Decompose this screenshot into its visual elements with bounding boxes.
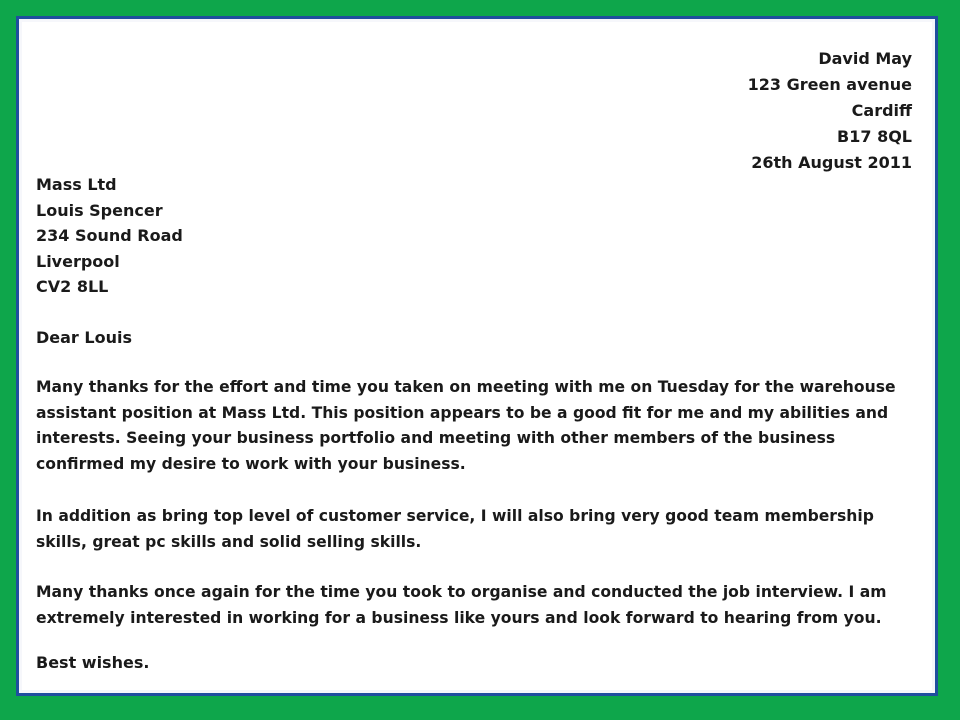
letter-page	[22, 22, 932, 690]
sender-postcode: B17 8QL	[837, 127, 912, 146]
recipient-name: Louis Spencer	[36, 200, 163, 220]
sender-address-block	[748, 46, 912, 176]
letter-frame	[16, 16, 938, 696]
recipient-city: Liverpool	[36, 251, 120, 271]
body-paragraph-1: Many thanks for the effort and time you taken on meeting with me on Tuesday for the warehouse assistant position at Mass Ltd. This position appears to be a good fit for me and my abilities and interests. Seeing your business portfolio and meeting with other members of the business confirmed my desire to work with your business.	[36, 378, 896, 473]
body-paragraph-3: Many thanks once again for the time you took to organise and conducted the job interview. I am extremely interested in working for a business like yours and look forward to hearing from you.	[36, 583, 887, 627]
recipient-company: Mass Ltd	[36, 175, 117, 194]
recipient-street: 234 Sound Road	[36, 226, 183, 246]
recipient-address-block	[36, 172, 183, 300]
salutation: Dear Louis	[36, 328, 132, 347]
sender-name: David May	[818, 49, 912, 68]
letter-date: 26th August 2011	[751, 153, 912, 172]
sender-street: 123 Green avenue	[747, 75, 912, 94]
closing: Best wishes.	[36, 653, 150, 672]
recipient-postcode: CV2 8LL	[36, 277, 109, 297]
body-paragraph-2: In addition as bring top level of customer service, I will also bring very good team membership skills, great pc skills and solid selling skills.	[36, 507, 874, 551]
sender-city: Cardiff	[851, 101, 912, 120]
